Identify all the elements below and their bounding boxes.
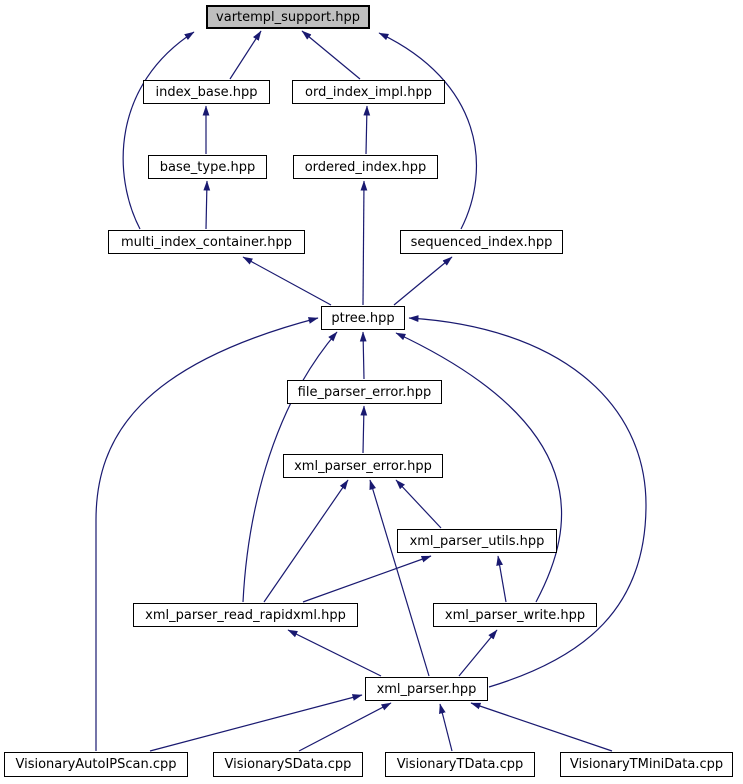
edge-multi_index_container-to-base_type xyxy=(206,181,207,229)
edge-xml_parser_read_rapidxml-to-xml_parser_utils xyxy=(303,556,431,602)
node-xml_parser_error[interactable]: xml_parser_error.hpp xyxy=(283,454,443,478)
edge-VisionaryTMiniData-to-xml_parser xyxy=(471,703,612,751)
edge-xml_parser-to-xml_parser_read_rapidxml xyxy=(288,630,381,676)
edge-xml_parser-to-xml_parser_write xyxy=(459,630,497,676)
edge-ordered_index-to-ord_index_impl xyxy=(366,106,367,154)
node-ptree[interactable]: ptree.hpp xyxy=(321,306,405,330)
edge-xml_parser_write-to-xml_parser_utils xyxy=(498,556,506,602)
node-index_base[interactable]: index_base.hpp xyxy=(143,80,270,104)
edge-xml_parser_utils-to-xml_parser_error xyxy=(396,480,441,528)
edge-file_parser_error-to-ptree xyxy=(363,332,364,379)
node-VisionaryTMiniData[interactable]: VisionaryTMiniData.cpp xyxy=(560,752,733,777)
edge-VisionaryTData-to-xml_parser xyxy=(440,704,452,751)
edge-index_base-to-vartempl_support xyxy=(230,31,261,79)
edge-ptree-to-ordered_index xyxy=(363,181,364,305)
node-xml_parser[interactable]: xml_parser.hpp xyxy=(365,677,488,701)
node-multi_index_container[interactable]: multi_index_container.hpp xyxy=(108,230,305,254)
node-ord_index_impl[interactable]: ord_index_impl.hpp xyxy=(292,80,445,104)
edge-VisionaryAutoIPScan-to-xml_parser xyxy=(150,695,362,751)
edge-VisionaryAutoIPScan-to-ptree xyxy=(96,318,318,751)
edge-ord_index_impl-to-vartempl_support xyxy=(302,31,360,79)
node-xml_parser_utils[interactable]: xml_parser_utils.hpp xyxy=(397,529,557,553)
edge-VisionarySData-to-xml_parser xyxy=(299,703,391,751)
node-VisionarySData[interactable]: VisionarySData.cpp xyxy=(213,752,363,777)
node-file_parser_error[interactable]: file_parser_error.hpp xyxy=(287,380,442,404)
node-vartempl_support[interactable]: vartempl_support.hpp xyxy=(206,5,370,29)
node-xml_parser_read_rapidxml[interactable]: xml_parser_read_rapidxml.hpp xyxy=(133,603,358,627)
node-base_type[interactable]: base_type.hpp xyxy=(148,155,267,179)
edge-xml_parser_read_rapidxml-to-xml_parser_error xyxy=(264,480,348,602)
node-xml_parser_write[interactable]: xml_parser_write.hpp xyxy=(433,603,597,627)
node-VisionaryAutoIPScan[interactable]: VisionaryAutoIPScan.cpp xyxy=(4,752,188,777)
edge-ptree-to-sequenced_index xyxy=(394,257,452,305)
edge-multi_index_container-to-vartempl_support xyxy=(123,32,194,229)
node-ordered_index[interactable]: ordered_index.hpp xyxy=(293,155,438,179)
edge-ptree-to-multi_index_container xyxy=(243,257,331,305)
node-VisionaryTData[interactable]: VisionaryTData.cpp xyxy=(385,752,535,777)
node-sequenced_index[interactable]: sequenced_index.hpp xyxy=(400,230,563,254)
edge-xml_parser_error-to-file_parser_error xyxy=(363,406,364,453)
edge-sequenced_index-to-vartempl_support xyxy=(379,33,476,229)
edge-xml_parser-to-xml_parser_error xyxy=(370,480,429,676)
edge-xml_parser-to-ptree xyxy=(409,318,646,687)
